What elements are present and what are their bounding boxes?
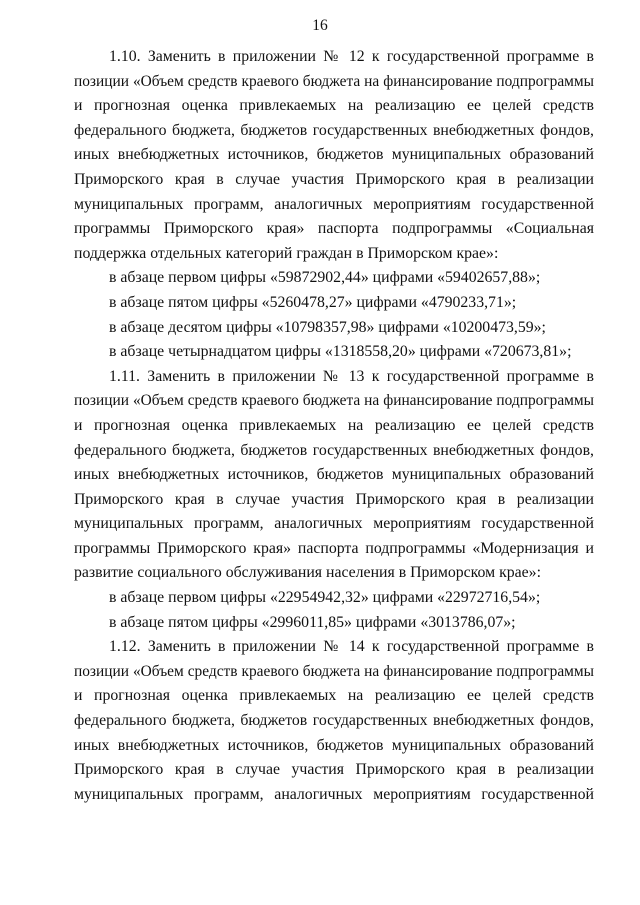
text-line: иных внебюджетных источников, бюджетов муниципальных образований [74, 466, 594, 484]
text-line: в абзаце пятом цифры «5260478,27» цифрами «4790233,71»; [109, 293, 517, 311]
text-line: и прогнозная оценка привлекаемых на реализацию ее целей средств [74, 416, 594, 434]
text-line: Приморского края в случае участия Приморского края в реализации [74, 490, 594, 508]
text-line: муниципальных программ, аналогичных мероприятиям государственной [74, 195, 594, 213]
text-line: и прогнозная оценка привлекаемых на реализацию ее целей средств [74, 687, 594, 705]
text-line: 1.12. Заменить в приложении № 14 к государственной программе в [109, 638, 594, 656]
text-line: позиции «Объем средств краевого бюджета на финансирование подпрограммы [74, 392, 594, 410]
text-line: развитие социального обслуживания населения в Приморском крае»: [74, 564, 541, 582]
text-line: программы Приморского края» паспорта подпрограммы «Модернизация и [74, 539, 594, 557]
text-line: позиции «Объем средств краевого бюджета на финансирование подпрограммы [74, 662, 594, 680]
text-line: в абзаце первом цифры «59872902,44» цифрами «59402657,88»; [109, 269, 541, 287]
document-body [74, 45, 594, 807]
text-line: иных внебюджетных источников, бюджетов муниципальных образований [74, 146, 594, 164]
text-line: иных внебюджетных источников, бюджетов муниципальных образований [74, 736, 594, 754]
page-number: 16 [312, 17, 328, 34]
text-line: Приморского края в случае участия Приморского края в реализации [74, 170, 594, 188]
text-line: программы Приморского края» паспорта подпрограммы «Социальная [74, 220, 594, 238]
text-line: муниципальных программ, аналогичных мероприятиям государственной [74, 515, 594, 533]
text-line: в абзаце пятом цифры «2996011,85» цифрами «3013786,07»; [109, 613, 516, 631]
text-line: федерального бюджета, бюджетов государственных внебюджетных фондов, [74, 712, 594, 730]
text-line: 1.10. Заменить в приложении № 12 к государственной программе в [109, 48, 594, 65]
text-line: поддержка отдельных категорий граждан в Приморском крае»: [74, 244, 499, 262]
text-line: позиции «Объем средств краевого бюджета на финансирование подпрограммы [74, 72, 594, 90]
text-line: в абзаце десятом цифры «10798357,98» цифрами «10200473,59»; [109, 318, 546, 336]
text-line: и прогнозная оценка привлекаемых на реализацию ее целей средств [74, 97, 594, 115]
text-line: муниципальных программ, аналогичных мероприятиям государственной [74, 785, 594, 803]
text-line: федерального бюджета, бюджетов государственных внебюджетных фондов, [74, 121, 594, 139]
text-line: в абзаце четырнадцатом цифры «1318558,20» цифрами «720673,81»; [109, 343, 572, 361]
text-line: Приморского края в случае участия Приморского края в реализации [74, 761, 594, 779]
text-line: 1.11. Заменить в приложении № 13 к государственной программе в [109, 367, 594, 385]
text-line: федерального бюджета, бюджетов государственных внебюджетных фондов, [74, 441, 594, 459]
text-line: в абзаце первом цифры «22954942,32» цифрами «22972716,54»; [109, 589, 541, 607]
